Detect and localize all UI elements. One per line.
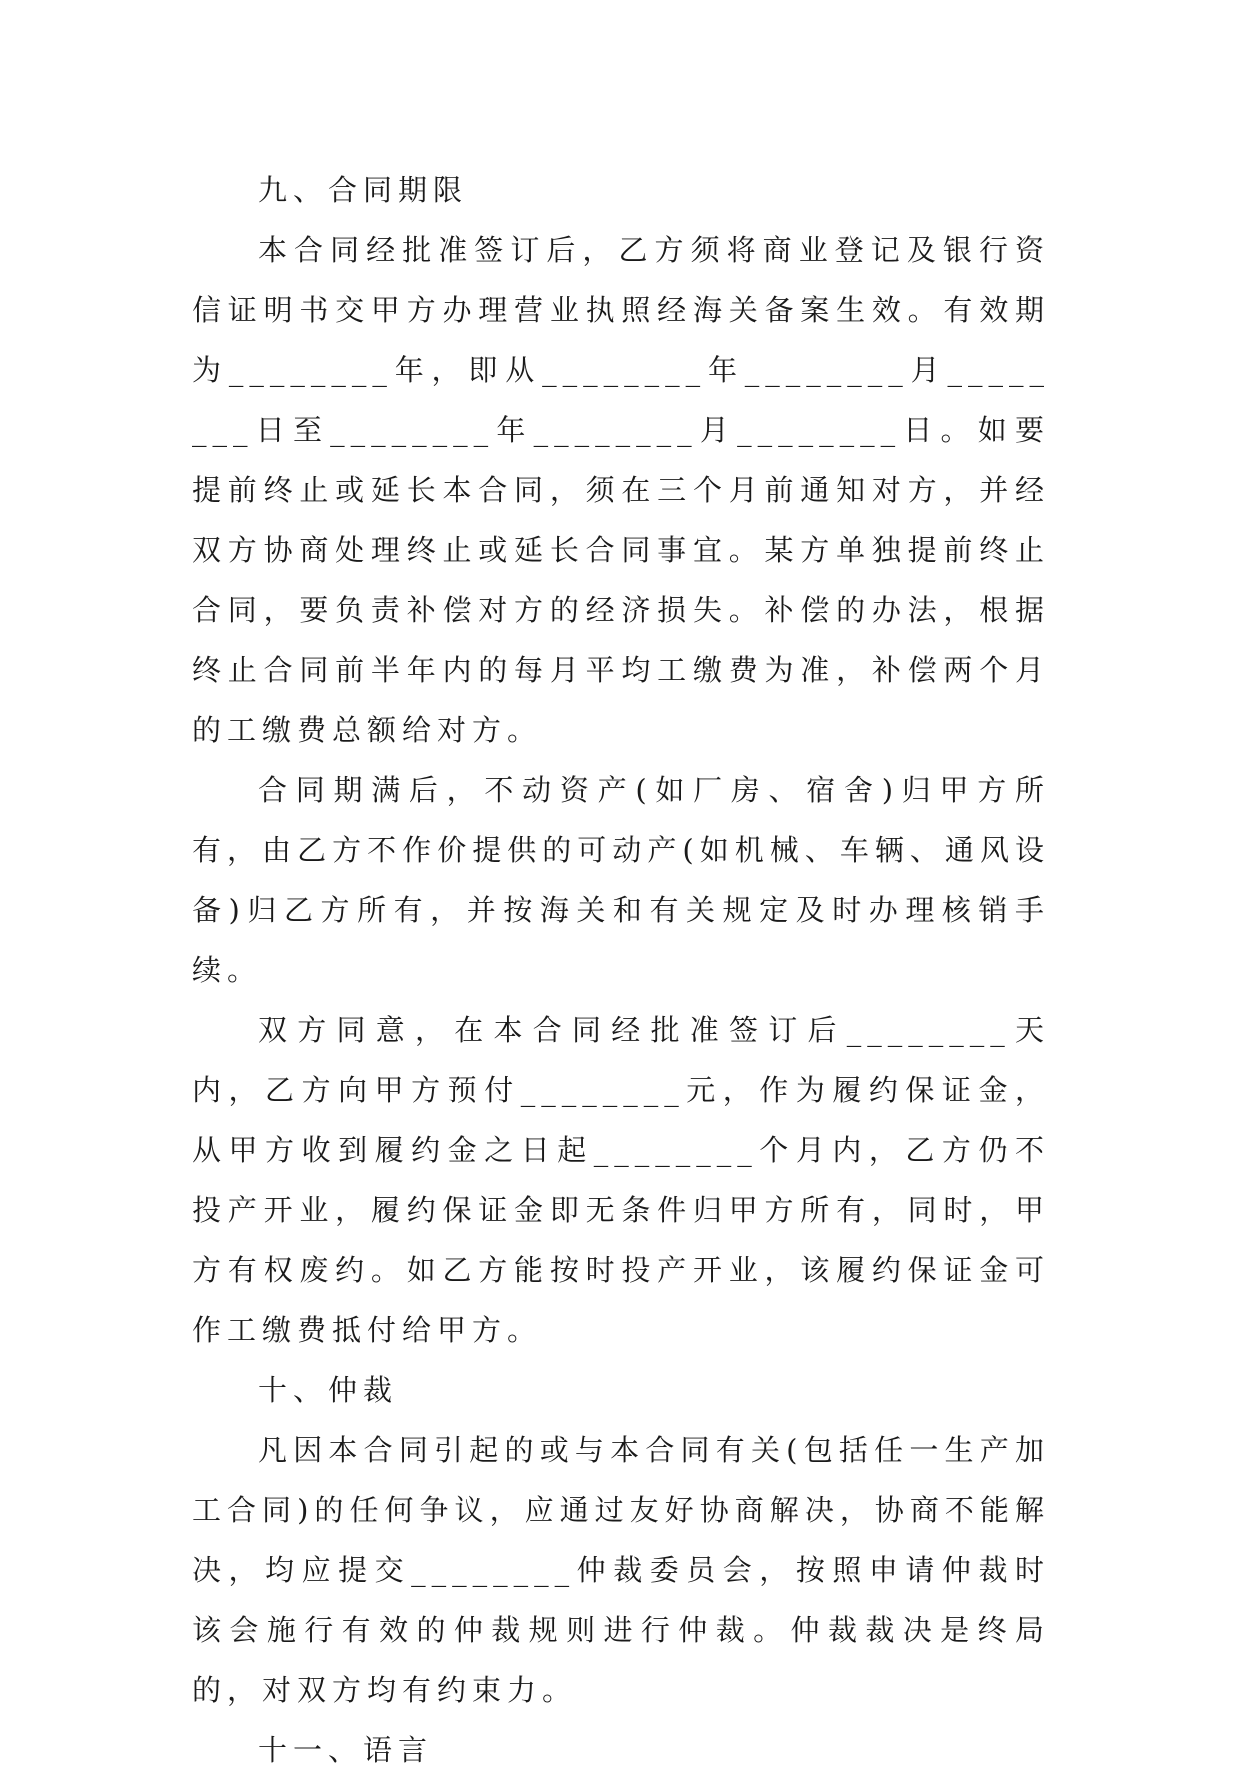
paragraph-asset-ownership: 合同期满后，不动资产(如厂房、宿舍)归甲方所有，由乙方不作价提供的可动产(如机械、车辆、通风设备)归乙方所有，并按海关和有关规定及时办理核销手续。: [192, 773, 1050, 987]
section-heading-term: 九、合同期限: [258, 173, 469, 207]
section-heading-arbitration: 十、仲裁: [258, 1373, 399, 1407]
document-body: [192, 160, 1050, 1780]
paragraph-term-validity: 本合同经批准签订后，乙方须将商业登记及银行资信证明书交甲方办理营业执照经海关备案生效。有效期为________年，即从________年________月________日至________年________月________日。如要提前终止或延长本合同，须在三个月前通知对方，并经双方协商处理终止或延长合同事宜。某方单独提前终止合同，要负责补偿对方的经济损失。补偿的办法，根据终止合同前半年内的每月平均工缴费为准，补偿两个月的工缴费总额给对方。: [192, 233, 1050, 747]
section-heading-language: 十一、语言: [258, 1733, 434, 1767]
paragraph-performance-bond: 双方同意，在本合同经批准签订后________天内，乙方向甲方预付________元，作为履约保证金，从甲方收到履约金之日起________个月内，乙方仍不投产开业，履约保证金即无条件归甲方所有，同时，甲方有权废约。如乙方能按时投产开业，该履约保证金可作工缴费抵付给甲方。: [192, 1013, 1050, 1347]
paragraph-arbitration: 凡因本合同引起的或与本合同有关(包括任一生产加工合同)的任何争议，应通过友好协商解决，协商不能解决，均应提交________仲裁委员会，按照申请仲裁时该会施行有效的仲裁规则进行仲裁。仲裁裁决是终局的，对双方均有约束力。: [192, 1433, 1050, 1707]
